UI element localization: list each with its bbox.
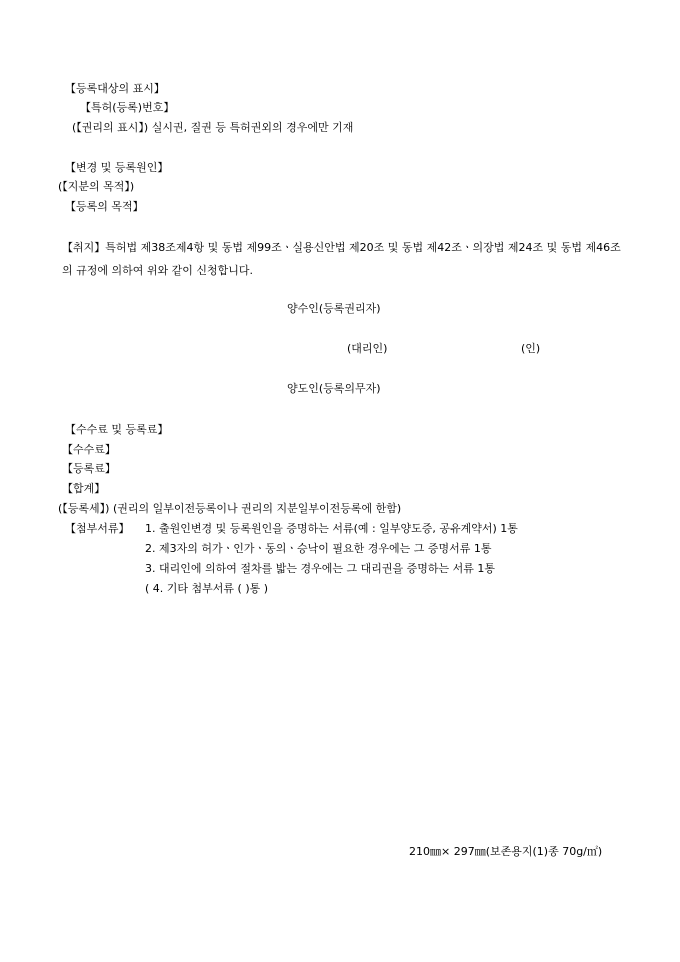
attachment-item-4: ( 4. 기타 첨부서류 ( )통 )	[145, 582, 269, 595]
registration-tax-line: (【등록세】) (권리의 일부이전등록이나 권리의 지분일부이전등록에 한함)	[58, 502, 402, 515]
assignor-label: 양도인(등록의무자)	[287, 382, 381, 395]
total-heading: 【합계】	[62, 482, 106, 495]
registration-purpose-heading: 【등록의 목적】	[65, 200, 144, 213]
fees-heading: 【수수료 및 등록료】	[65, 423, 169, 436]
attachment-item-3: 3. 대리인에 의하여 절차를 밟는 경우에는 그 대리권을 증명하는 서류 1통	[145, 562, 495, 575]
purpose-paragraph: 【취지】특허법 제38조제4항 및 동법 제99조ㆍ실용신안법 제20조 및 동법 제42조ㆍ의장법 제24조 및 동법 제46조의 규정에 의하여 위와 같이 신청합니다.	[62, 241, 621, 277]
agent-label: (대리인)	[347, 342, 388, 355]
fee-heading: 【수수료】	[62, 443, 116, 456]
rights-display-note: (【권리의 표시】) 실시권, 질권 등 특허권외의 경우에만 기재	[72, 121, 354, 134]
share-purpose-heading: (【지분의 목적】)	[58, 180, 135, 193]
target-display-heading: 【등록대상의 표시】	[65, 82, 165, 95]
patent-number-heading: 【특허(등록)번호】	[80, 101, 175, 114]
registration-fee-heading: 【등록료】	[62, 462, 116, 475]
paper-spec-footer: 210㎜× 297㎜(보존용지(1)종 70g/㎡)	[409, 845, 603, 858]
attachments-label: 【첨부서류】	[65, 522, 130, 535]
assignee-label: 양수인(등록권리자)	[287, 302, 381, 315]
seal-label: (인)	[521, 342, 541, 355]
change-cause-heading: 【변경 및 등록원인】	[65, 161, 169, 174]
attachment-item-1: 1. 출원인변경 및 등록원인을 증명하는 서류(예 : 일부양도증, 공유계약서) 1통	[145, 522, 518, 535]
attachment-item-2: 2. 제3자의 허가ㆍ인가ㆍ동의ㆍ승낙이 필요한 경우에는 그 증명서류 1통	[145, 542, 492, 555]
